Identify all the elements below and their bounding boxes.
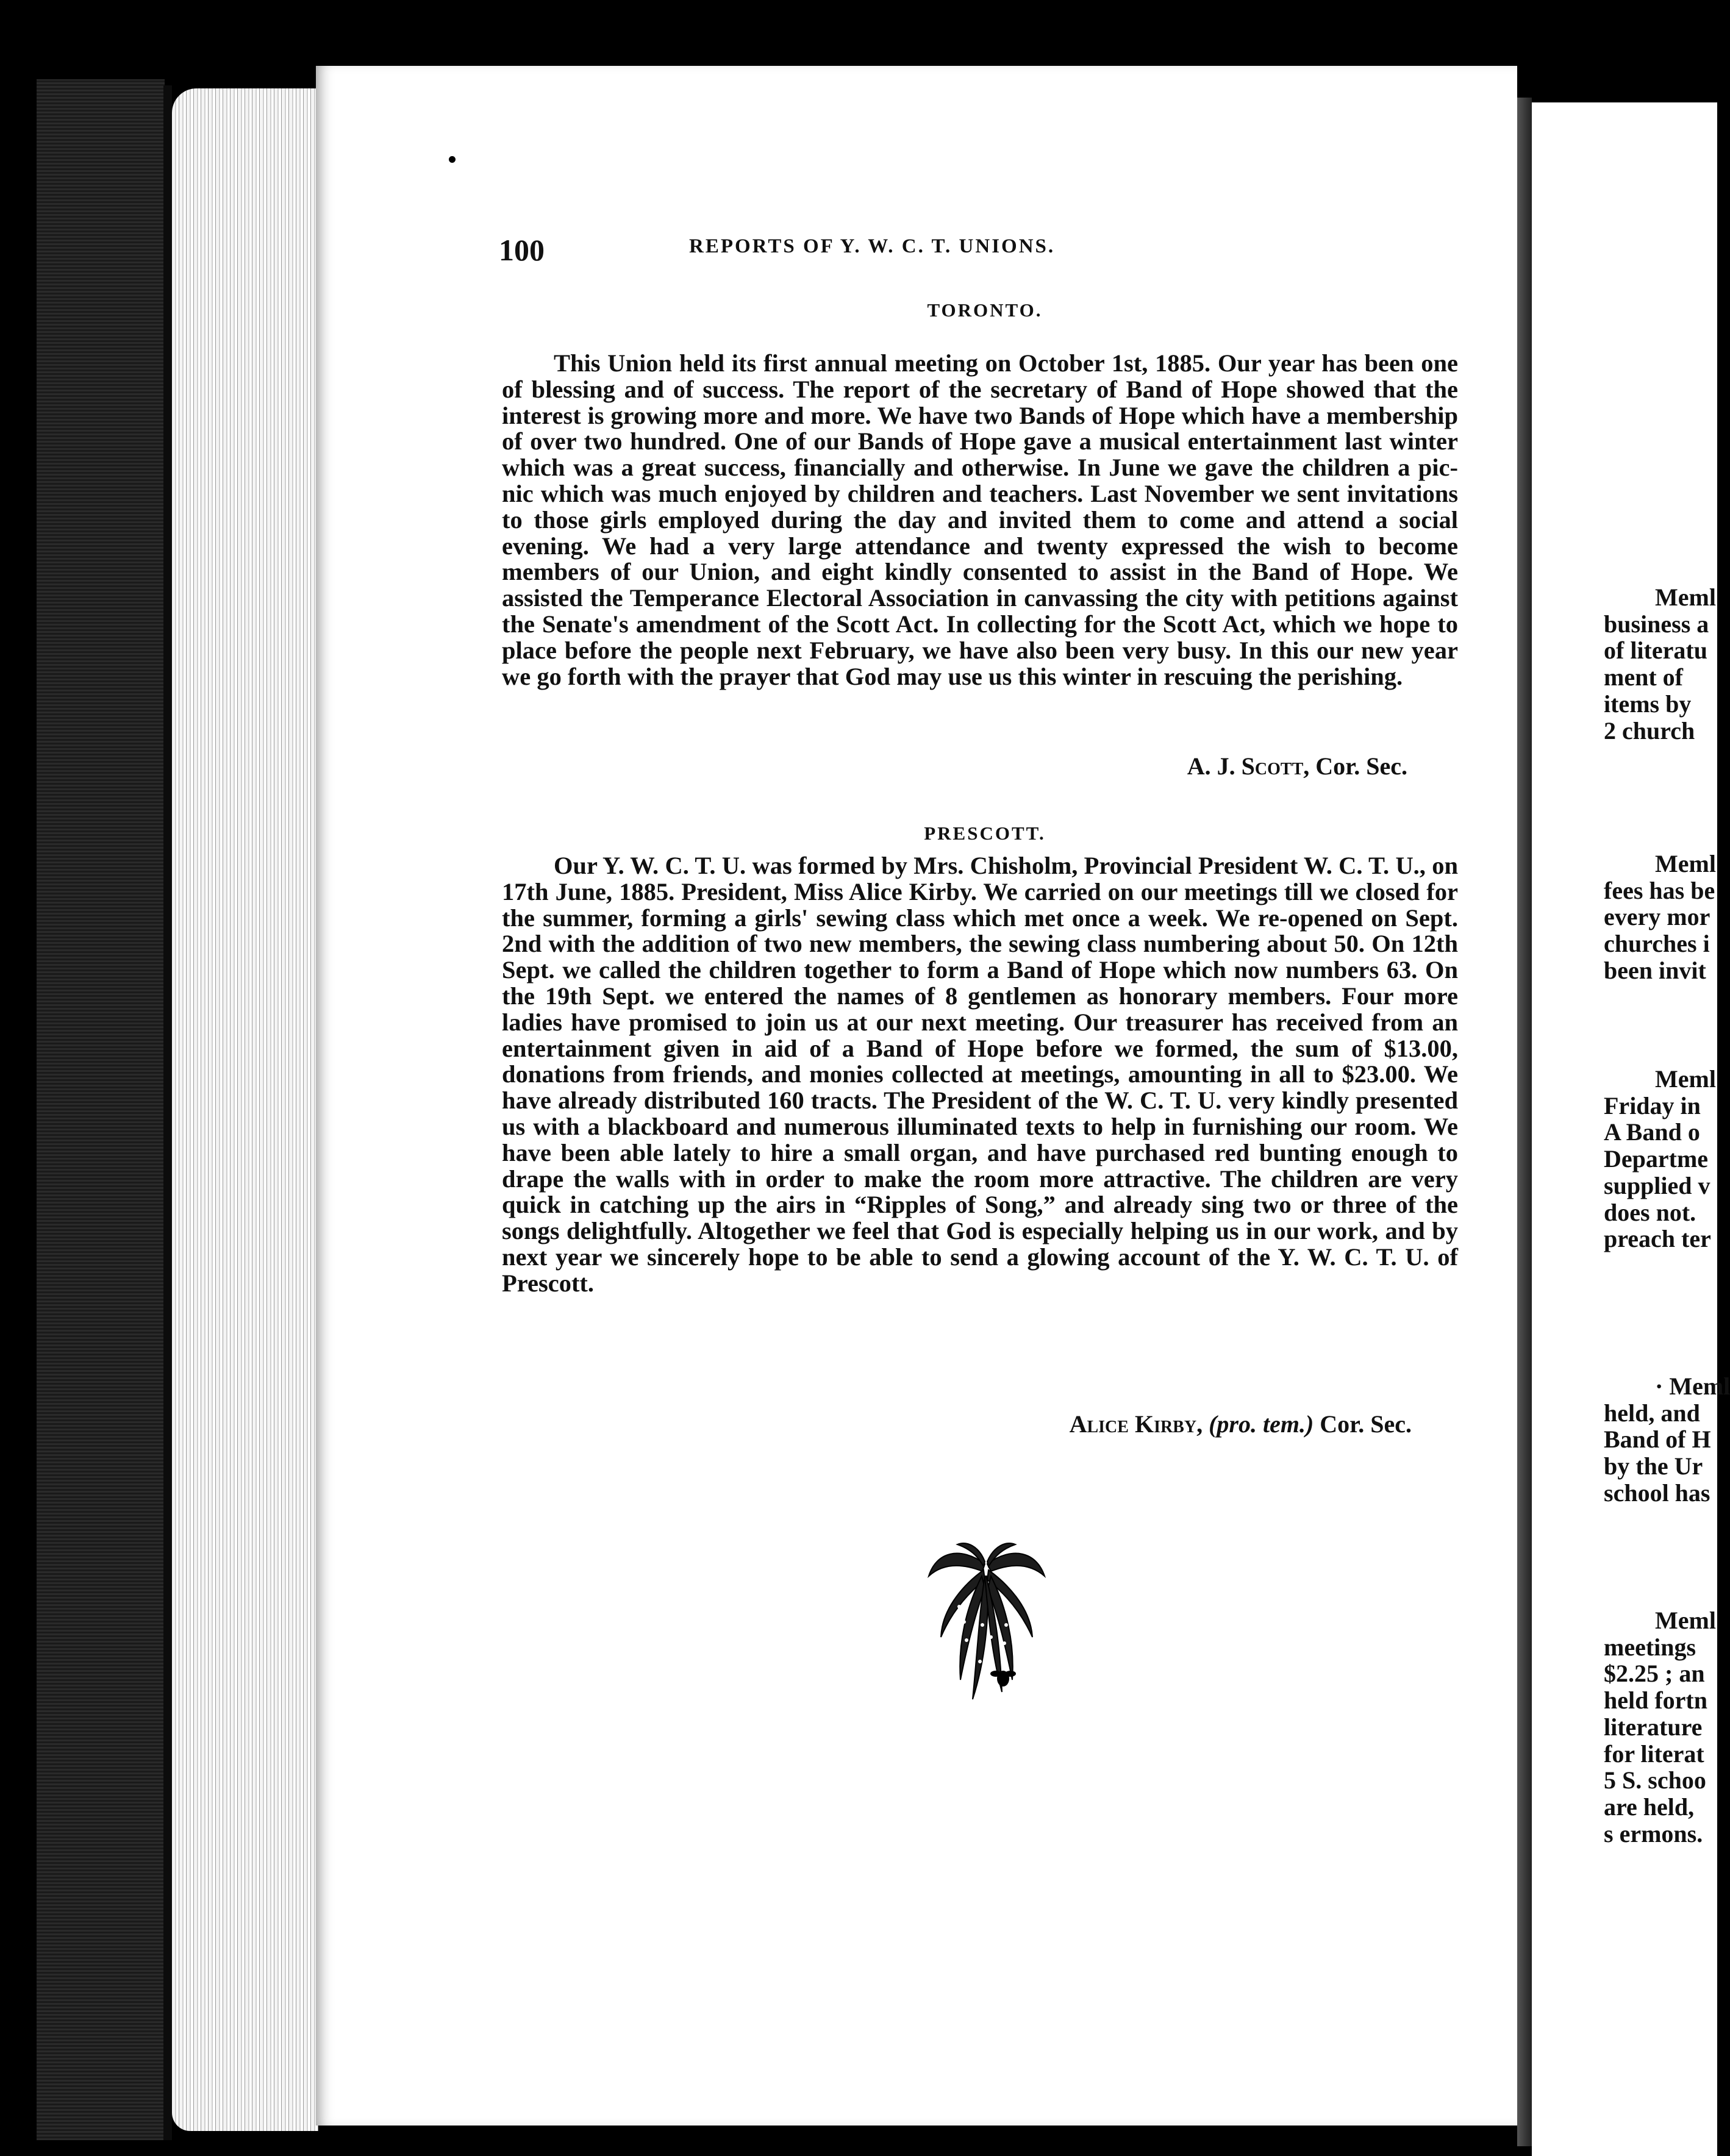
fragment-line: every mor [1604,903,1710,931]
signature-note: (pro. tem.) [1209,1410,1314,1438]
fragment-line: supplied v [1604,1171,1710,1199]
fragment-line: been invit [1604,956,1706,984]
section-body-prescott [502,853,1458,1297]
speck [449,156,456,163]
fragment-line: held, and [1604,1399,1700,1427]
fragment-line: Friday in [1604,1091,1701,1119]
book-spine-edge [163,85,172,2140]
section-body-toronto [502,351,1458,690]
fragment-line: 2 church [1604,716,1695,744]
fragment-line: $2.25 ; an [1604,1660,1705,1688]
fragment-4 [1604,1372,1730,1507]
signature-name: Alice Kirby [1069,1410,1197,1438]
fragment-line: items by [1604,690,1692,718]
book-gutter [1517,98,1532,2146]
fragment-line: Meml [1655,850,1716,877]
fragment-line: · Meml [1655,1372,1730,1400]
signature-prescott: Alice Kirby, (pro. tem.) Cor. Sec. [1069,1410,1412,1438]
paragraph-prescott: Our Y. W. C. T. U. was formed by Mrs. Chisholm, Provincial President W. C. T. U., on 17th June, 1885. President, Miss Alice Kirby. We carried on our meetings till we closed for the summer, forming a girls' sewing class which met once a week. We re-opened on Sept. 2nd with the addition of two new members, the sewing class numbering about 50. On 12th Sept. we called the children together to form a Band of Hope which now numbers 63. On the 19th Sept. we entered the names of 8 gentlemen as honorary members. Four more ladies have promised to join us at our next meeting. Our treasurer has received from an entertainment given in aid of a Band of Hope before we formed, the sum of $13.00, donations from friends, and monies collected at meetings, amounting in all to $23.00. We have already distributed 160 tracts. The President of the W. C. T. U. very kindly presented us with a blackboard and numerous illuminated texts to help in furnishing our room. We have been able lately to hire a small organ, and have purchased red bunting enough to drape the walls with in order to make the room more attractive. The children are very quick in catching up the airs in “Ripples of Song,” and already sing two or three of the songs delightfully. Altogether we feel that God is especially helping us in our work, and by next year we sincerely hope to be able to send a glowing account of the Y. W. C. T. U. of Prescott. [502,852,1458,1297]
fragment-1 [1604,584,1726,744]
signature-role: Cor. Sec. [1320,1410,1412,1438]
fragment-line: ment of [1604,663,1683,691]
fragment-line: does not. [1604,1198,1696,1226]
fragment-line: held fortn [1604,1687,1707,1715]
fragment-line: Band of H [1604,1426,1711,1454]
fragment-line: fees has be [1604,876,1715,904]
fragment-line: 5 S. schoo [1604,1766,1706,1794]
fragment-line: Meml [1655,1607,1716,1634]
page-number: 100 [499,233,545,267]
fragment-line: by the Ur [1604,1452,1703,1480]
fragment-5 [1604,1607,1726,1847]
fragment-line: for literat [1604,1740,1704,1768]
fragment-3 [1604,1066,1726,1252]
page-edges [172,88,318,2131]
fragment-line: school has [1604,1479,1710,1507]
right-page [1532,102,1730,2156]
fragment-line: are held, [1604,1793,1695,1821]
fragment-line: churches i [1604,930,1710,958]
paragraph-toronto: This Union held its first annual meeting on October 1st, 1885. Our year has been one of blessing and of success. The report of the secretary of Band of Hope showed that the interest is growing more and more. We have two Bands of Hope which have a membership of over two hundred. One of our Bands of Hope gave a musical entertainment last winter which was a great success, financially and otherwise. In June we gave the children a pic-nic which was much enjoyed by children and teachers. Last November we sent invitations to those girls employed during the day and invited them to come and attend a social evening. We had a very large attendance and twenty expressed the wish to become members of our Union, and eight kindly consented to assist in the Band of Hope. We assisted the Temperance Electoral Association in canvassing the city with petitions against the Senate's amendment of the Scott Act. In collecting for the Scott Act, which we hope to place before the people next February, we have also been very busy. In this our new year we go forth with the prayer that God may use us this winter in rescuing the perishing. [502,349,1458,690]
book-cover [37,79,165,2140]
fragment-line: s ermons. [1604,1819,1703,1847]
fragment-line: Departme [1604,1145,1709,1173]
fragment-line: Meml [1655,1065,1716,1093]
signature-name: A. J. Scott [1187,752,1304,780]
fragment-line: business a [1604,610,1709,638]
fragment-2 [1604,851,1726,984]
fragment-line: meetings [1604,1633,1696,1661]
fragment-line: of literatu [1604,637,1707,665]
fragment-line: A Band o [1604,1118,1700,1146]
section-title-prescott: PRESCOTT. [924,823,1046,844]
section-title-toronto: TORONTO. [927,299,1043,321]
signature-role: Cor. Sec. [1315,752,1407,780]
fragment-line: preach ter [1604,1225,1711,1253]
fragment-line: literature [1604,1713,1703,1741]
fragment-line: Meml [1655,584,1716,611]
running-head: REPORTS OF Y. W. C. T. UNIONS. [689,235,1056,257]
palm-ornament [924,1540,1049,1704]
signature-toronto: A. J. Scott, Cor. Sec. [1187,752,1407,780]
